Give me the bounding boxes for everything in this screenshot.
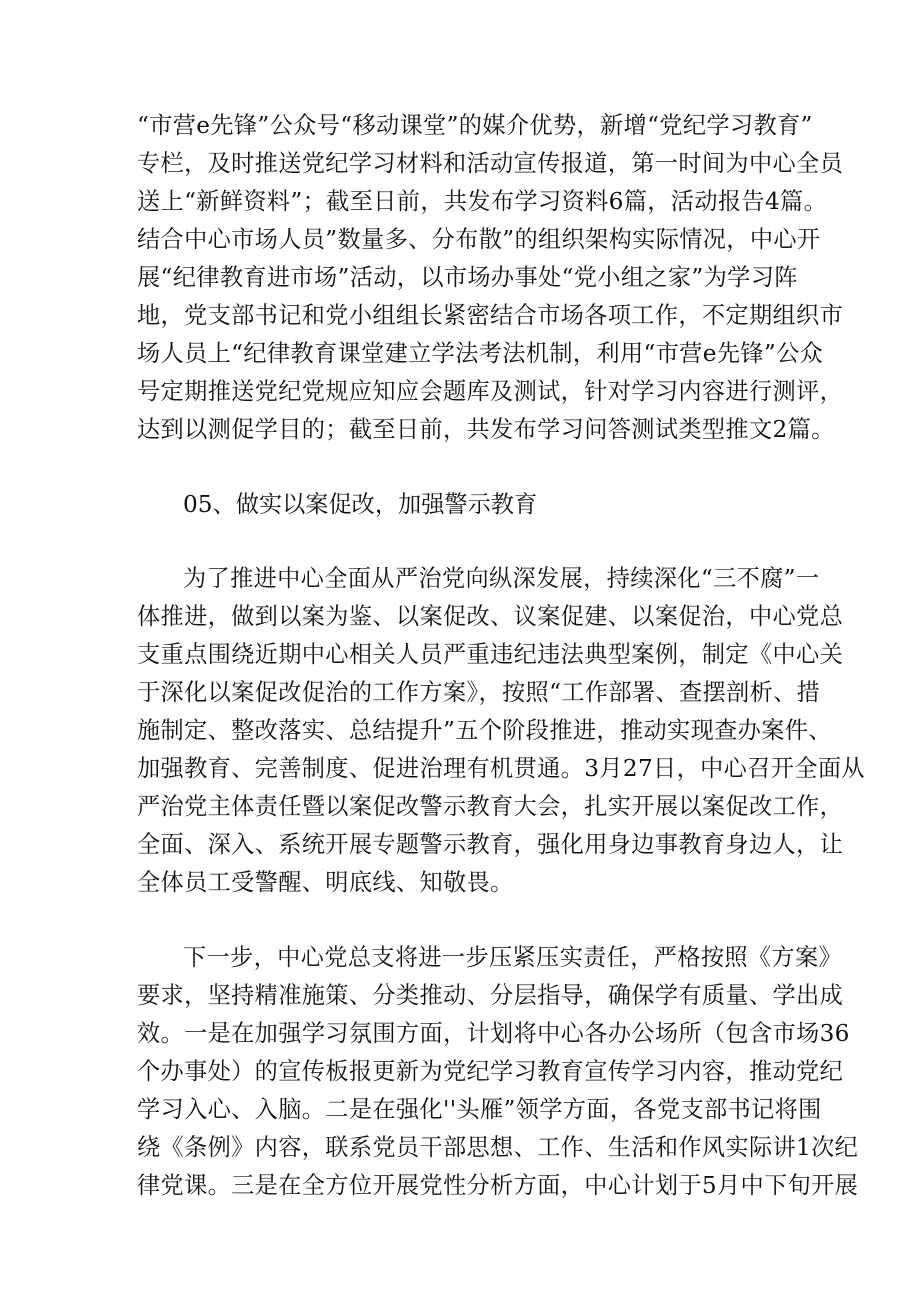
- text-line: 下一步，中心党总支将进一步压紧压实责任，严格按照《方案》: [183, 944, 843, 971]
- text-line: 达到以测促学目的；截至日前，共发布学习问答测试类型推文2篇。: [137, 416, 835, 443]
- text-line: 地，党支部书记和党小组组长紧密结合市场各项工作，不定期组织市: [137, 302, 844, 329]
- section-heading: 05、做实以案促改，加强警示教育: [183, 491, 538, 518]
- text-line: 结合中心市场人员”数量多、分布散”的组织架构实际情况，中心开: [137, 226, 821, 253]
- text-line: “市营e先锋”公众号“移动课堂”的媒介优势，新增“党纪学习教育”: [137, 112, 813, 139]
- text-line: 于深化以案促改促治的工作方案》，按照“工作部署、查摆剖析、措: [137, 679, 821, 706]
- text-line: 为了推进中心全面从严治党向纵深发展，持续深化“三不腐”一: [183, 565, 820, 592]
- text-line: 严治党主体责任暨以案促改警示教育大会，扎实开展以案促改工作，: [137, 793, 844, 820]
- text-line: 展“纪律教育进市场”活动，以市场办事处“党小组之家”为学习阵: [137, 264, 798, 291]
- text-line: 绕《条例》内容，联系党员干部思想、工作、生活和作风实际讲1次纪: [137, 1134, 859, 1161]
- text-line: 施制定、整改落实、总结提升”五个阶段推进，推动实现查办案件、: [137, 717, 832, 744]
- text-line: 全面、深入、系统开展专题警示教育，强化用身边事教育身边人，让: [137, 831, 844, 858]
- text-line: 送上“新鲜资料”；截至日前，共发布学习资料6篇，活动报告4篇。: [137, 188, 828, 215]
- text-line: 场人员上“纪律教育课堂建立学法考法机制，利用“市营e先锋”公众: [137, 340, 824, 367]
- text-line: 号定期推送党纪党规应知应会题库及测试，针对学习内容进行测评，: [137, 378, 844, 405]
- text-line: 体推进，做到以案为鉴、以案促改、议案促建、以案促治，中心党总: [137, 603, 844, 630]
- text-line: 要求，坚持精准施策、分类推动、分层指导，确保学有质量、学出成: [137, 982, 844, 1009]
- text-line: 律党课。三是在全方位开展党性分析方面，中心计划于5月中下旬开展: [137, 1172, 859, 1199]
- text-line: 全体员工受警醒、明底线、知敬畏。: [137, 869, 514, 896]
- text-line: 专栏，及时推送党纪学习材料和活动宣传报道，第一时间为中心全员: [137, 150, 844, 177]
- text-line: 效。一是在加强学习氛围方面，计划将中心各办公场所（包含市场36: [137, 1020, 850, 1047]
- text-line: 学习入心、入脑。二是在强化''头雁”领学方面，各党支部书记将围: [137, 1096, 822, 1123]
- text-line: 支重点围绕近期中心相关人员严重违纪违法典型案例，制定《中心关: [137, 641, 844, 668]
- text-line: 个办事处）的宣传板报更新为党纪学习教育宣传学习内容，推动党纪: [137, 1058, 844, 1085]
- text-line: 加强教育、完善制度、促进治理有机贯通。3月27日，中心召开全面从: [137, 755, 865, 782]
